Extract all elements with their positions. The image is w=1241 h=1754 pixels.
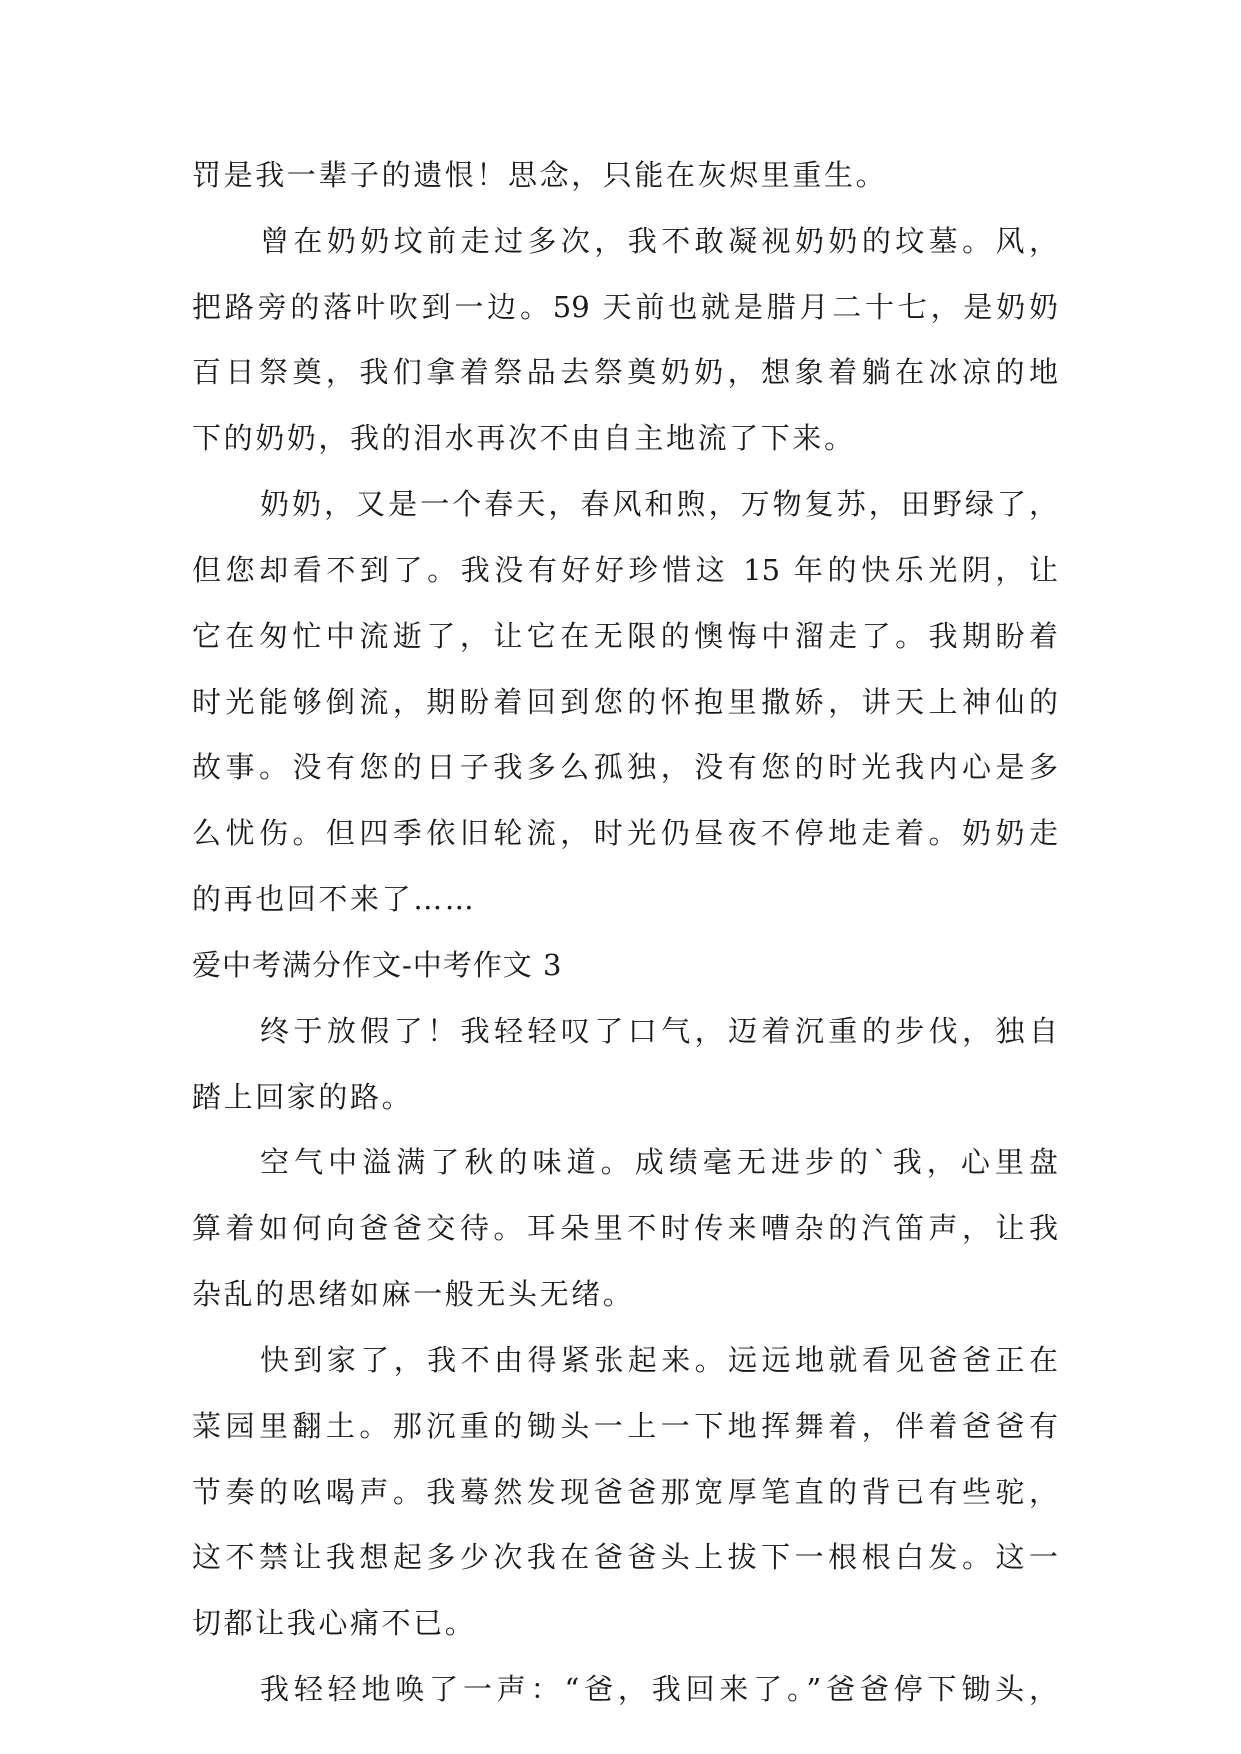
text-line: 切都让我心痛不已。 (192, 1606, 477, 1640)
text-line: 它在匆忙中流逝了，让它在无限的懊悔中溜走了。我期盼着 (192, 619, 1058, 653)
section-title: 爱中考满分作文-中考作文 3 (192, 948, 563, 982)
text-line: 下的奶奶，我的泪水再次不由自主地流了下来。 (192, 421, 856, 455)
text-line: 菜园里翻土。那沉重的锄头一上一下地挥舞着，伴着爸爸有 (192, 1409, 1058, 1443)
text-line: 罚是我一辈子的遗恨！思念，只能在灰烬里重生。 (192, 158, 888, 192)
text-line: 但您却看不到了。我没有好好珍惜这 15 年的快乐光阴，让 (192, 553, 1058, 587)
text-line: 快到家了，我不由得紧张起来。远远地就看见爸爸正在 (260, 1343, 1058, 1377)
text-line: 曾在奶奶坟前走过多次，我不敢凝视奶奶的坟墓。风， (260, 224, 1058, 258)
text-line: 这不禁让我想起多少次我在爸爸头上拔下一根根白发。这一 (192, 1540, 1058, 1574)
text-line: 算着如何向爸爸交待。耳朵里不时传来嘈杂的汽笛声，让我 (192, 1211, 1058, 1245)
text-line: 节奏的吆喝声。我蓦然发现爸爸那宽厚笔直的背已有些驼， (192, 1475, 1058, 1509)
text-line: 时光能够倒流，期盼着回到您的怀抱里撒娇，讲天上神仙的 (192, 685, 1058, 719)
text-line: 百日祭奠，我们拿着祭品去祭奠奶奶，想象着躺在冰凉的地 (192, 355, 1058, 389)
text-line: 么忧伤。但四季依旧轮流，时光仍昼夜不停地走着。奶奶走 (192, 816, 1058, 850)
text-line: 杂乱的思绪如麻一般无头无绪。 (192, 1277, 635, 1311)
text-line: 空气中溢满了秋的味道。成绩毫无进步的`我，心里盘 (260, 1145, 1058, 1179)
text-line: 奶奶，又是一个春天，春风和煦，万物复苏，田野绿了， (260, 487, 1058, 521)
text-line: 把路旁的落叶吹到一边。59 天前也就是腊月二十七，是奶奶 (192, 290, 1058, 324)
text-line: 终于放假了！我轻轻叹了口气，迈着沉重的步伐，独自 (260, 1014, 1058, 1048)
text-line: 踏上回家的路。 (192, 1080, 414, 1114)
text-line: 故事。没有您的日子我多么孤独，没有您的时光我内心是多 (192, 750, 1058, 784)
text-line: 的再也回不来了…… (192, 882, 477, 916)
text-line: 我轻轻地唤了一声：“爸，我回来了。”爸爸停下锄头， (260, 1672, 1058, 1706)
